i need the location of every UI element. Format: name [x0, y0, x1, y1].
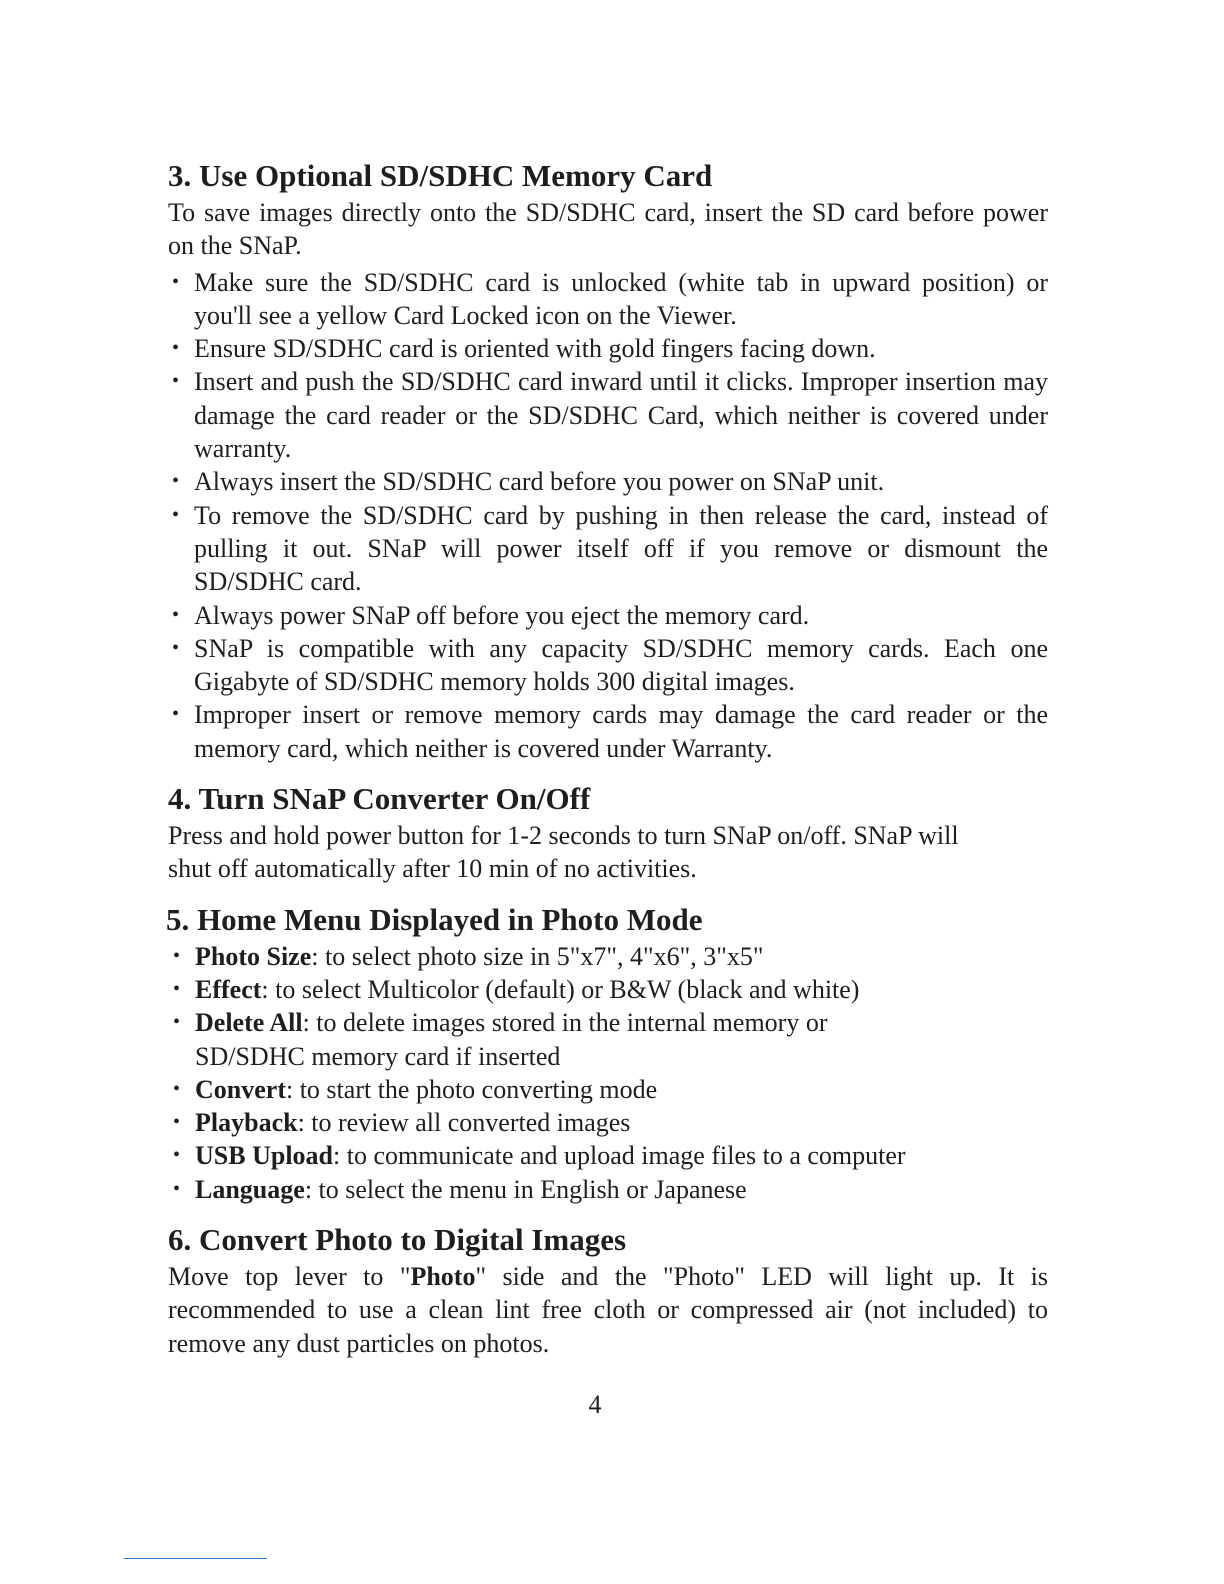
list-item-text: Make sure the SD/SDHC card is unlocked (white tab in upward position) or you'll see a yellow Card Locked icon on the Viewer. [194, 267, 1048, 330]
bullet-icon: • [172, 337, 180, 360]
menu-desc: : to select the menu in English or Japanese [304, 1174, 747, 1204]
bullet-icon: • [173, 1011, 181, 1034]
bullet-icon: • [173, 1177, 181, 1200]
section-home-menu [168, 900, 1048, 1206]
menu-desc: : to select photo size in 5"x7", 4"x6", 3"x5" [311, 941, 764, 971]
menu-term: Effect [195, 974, 262, 1004]
bullet-icon: • [173, 944, 181, 967]
list-item-text: Improper insert or remove memory cards may damage the card reader or the memory card, which neither is covered under Warranty. [194, 700, 1048, 763]
list-item [168, 1139, 1048, 1172]
section-title-convert-photo: 6. Convert Photo to Digital Images [168, 1222, 627, 1258]
bullet-icon: • [172, 470, 180, 493]
bullet-icon: • [173, 1111, 181, 1134]
menu-desc: : to select Multicolor (default) or B&W (black and white) [261, 974, 860, 1004]
section-title-home-menu: 5. Home Menu Displayed in Photo Mode [166, 901, 703, 937]
section-intro-sd-card: To save images directly onto the SD/SDHC card, insert the SD card before power on the SNaP. [168, 198, 1048, 261]
menu-desc: : to communicate and upload image files to a computer [333, 1141, 906, 1171]
bullet-icon: • [172, 703, 180, 726]
convert-keyword: Photo [410, 1262, 476, 1292]
bullet-icon: • [173, 1144, 181, 1167]
power-line-2: shut off automatically after 10 min of no activities. [168, 854, 697, 884]
section-sd-card [168, 156, 1048, 765]
list-item [168, 599, 1048, 632]
list-item-text: Insert and push the SD/SDHC card inward until it clicks. Improper insertion may damage the card reader or the SD/SDHC Card, which neither is covered under warranty. [194, 367, 1048, 464]
list-item [168, 632, 1048, 699]
page-number: 4 [588, 1390, 602, 1419]
menu-term: Photo Size [195, 941, 312, 971]
bullet-icon: • [172, 636, 180, 659]
bullet-icon: • [172, 603, 180, 626]
list-item-text: SNaP is compatible with any capacity SD/SDHC memory cards. Each one Gigabyte of SD/SDHC memory holds 300 digital images. [194, 633, 1048, 697]
section-body-convert-photo [168, 1260, 1048, 1360]
bullet-icon: • [173, 977, 181, 1000]
list-item [168, 499, 1048, 599]
convert-text-pre: Move top lever to " [168, 1262, 411, 1292]
list-item-text: To remove the SD/SDHC card by pushing in then release the card, instead of pulling it out. SNaP will power itself off if you remove or dismount the SD/SDHC card. [194, 500, 1048, 597]
menu-term: Playback [195, 1108, 298, 1138]
power-line-1: Press and hold power button for 1-2 seconds to turn SNaP on/off. SNaP will [168, 821, 959, 851]
section-body-power [168, 819, 1048, 886]
bullet-icon: • [172, 270, 180, 293]
list-item [168, 698, 1048, 765]
menu-desc: : to review all converted images [297, 1108, 631, 1138]
section-convert-photo [168, 1220, 1048, 1360]
menu-term: Convert [195, 1074, 286, 1104]
list-item [168, 365, 1048, 465]
bullet-icon: • [172, 503, 180, 526]
list-item-text: Ensure SD/SDHC card is oriented with gold fingers facing down. [194, 334, 876, 364]
section-title-sd-card: 3. Use Optional SD/SDHC Memory Card [168, 158, 713, 193]
section-power [168, 779, 1048, 886]
list-item [168, 465, 1048, 498]
sd-card-bullet-list [168, 266, 1048, 765]
menu-term: Delete All [195, 1008, 303, 1038]
list-item [168, 940, 1048, 973]
list-item [168, 266, 1048, 333]
list-item-text: Always insert the SD/SDHC card before you power on SNaP unit. [194, 467, 885, 497]
menu-desc: : to delete images stored in the internal memory or [302, 1008, 828, 1038]
manual-page [168, 156, 1048, 1360]
list-item [168, 1173, 1048, 1206]
menu-desc-continued: SD/SDHC memory card if inserted [195, 1041, 561, 1071]
list-item [168, 332, 1048, 365]
list-item [168, 973, 1048, 1006]
menu-term: Language [195, 1174, 305, 1204]
list-item [168, 1073, 1048, 1106]
footer-rule [124, 1558, 267, 1559]
convert-text-post: " side and the "Photo" LED will light up. It is recommended to use a clean lint free cloth or compressed air (not included) to remove any dust particles on photos. [168, 1262, 1049, 1358]
list-item [168, 1006, 1048, 1073]
bullet-icon: • [172, 370, 180, 393]
bullet-icon: • [173, 1077, 181, 1100]
home-menu-list [168, 940, 1048, 1206]
list-item-text: Always power SNaP off before you eject the memory card. [194, 600, 810, 630]
menu-desc: : to start the photo converting mode [285, 1074, 658, 1104]
menu-term: USB Upload [195, 1141, 333, 1171]
list-item [168, 1106, 1048, 1139]
section-title-power: 4. Turn SNaP Converter On/Off [168, 781, 591, 817]
